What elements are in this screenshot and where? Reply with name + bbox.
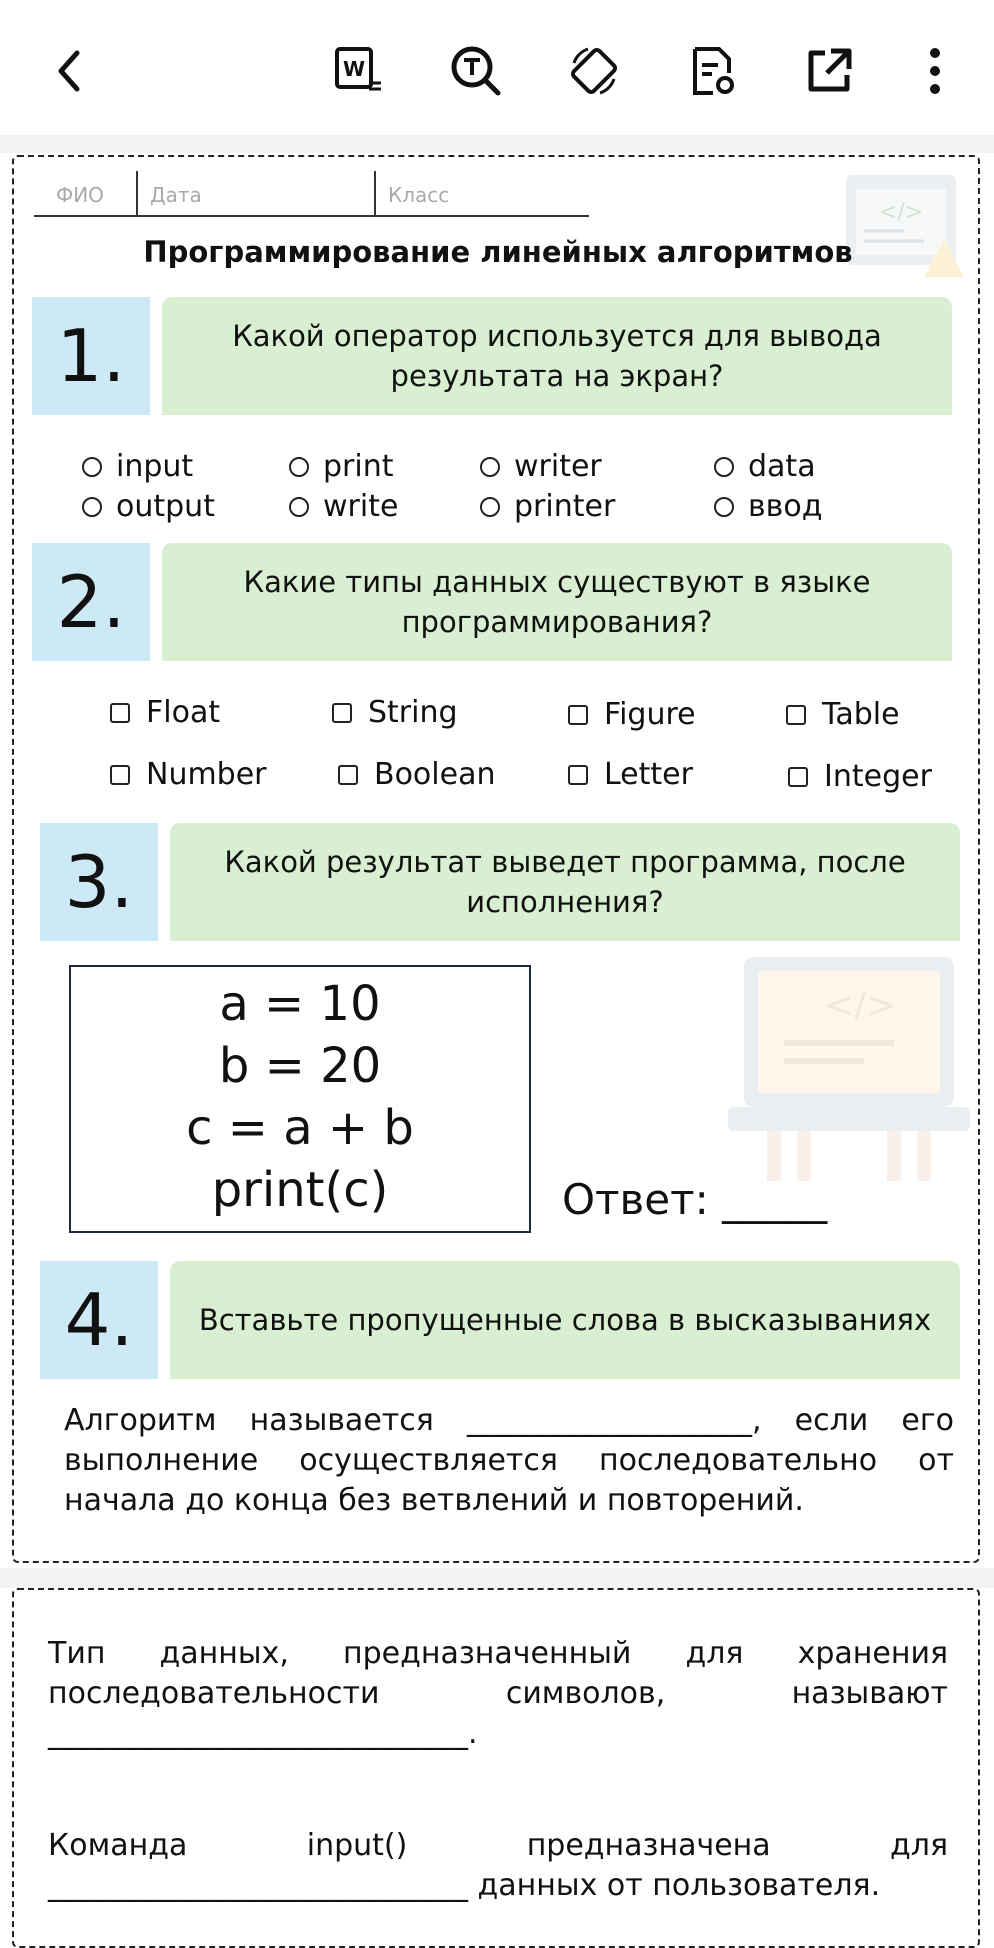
radio-icon (714, 457, 734, 477)
q2-option-boolean[interactable]: Boolean (338, 757, 495, 792)
checkbox-icon (332, 703, 352, 723)
question-3-text: Какой результат выведет программа, после исполнения? (170, 823, 960, 941)
student-info-header (34, 171, 589, 217)
question-1-number: 1. (32, 297, 150, 415)
rotate-icon[interactable] (563, 40, 625, 102)
q1-option-vvod[interactable]: ввод (714, 489, 822, 524)
code-line: print(c) (211, 1162, 389, 1218)
share-external-icon[interactable] (798, 40, 860, 102)
fill-in-sentence[interactable]: Команда input() предназначена для ____________________________ данных от пользователя. (48, 1828, 948, 1903)
radio-icon (714, 497, 734, 517)
date-label: Дата (150, 183, 202, 207)
checkbox-icon (788, 767, 808, 787)
viewer-toolbar (0, 0, 994, 135)
text-search-icon[interactable] (445, 40, 507, 102)
question-4-number: 4. (40, 1261, 158, 1379)
fio-label: ФИО (56, 183, 104, 207)
q2-option-float[interactable]: Float (110, 695, 220, 730)
toolbar-divider (0, 135, 994, 153)
checkbox-icon (568, 705, 588, 725)
q2-option-letter[interactable]: Letter (568, 757, 693, 792)
q2-option-string[interactable]: String (332, 695, 458, 730)
question-2-number: 2. (32, 543, 150, 661)
answer-field[interactable]: Ответ: _____ (562, 1175, 828, 1224)
checkbox-icon (110, 765, 130, 785)
page-gap (0, 1568, 994, 1588)
q1-option-writer[interactable]: writer (480, 449, 602, 484)
class-label: Класс (388, 183, 450, 207)
q1-option-input[interactable]: input (82, 449, 193, 484)
radio-icon (289, 457, 309, 477)
fill-in-sentence[interactable]: Тип данных, предназначенный для хранения последовательности символов, называют ____________________________. (48, 1636, 948, 1751)
radio-icon (82, 457, 102, 477)
q1-option-print[interactable]: print (289, 449, 394, 484)
q1-option-output[interactable]: output (82, 489, 215, 524)
worksheet-title: Программирование линейных алгоритмов (143, 235, 853, 269)
document-settings-icon[interactable] (682, 40, 744, 102)
checkbox-icon (338, 765, 358, 785)
word-convert-icon[interactable] (328, 40, 390, 102)
radio-icon (480, 457, 500, 477)
radio-icon (82, 497, 102, 517)
q2-option-table[interactable]: Table (786, 697, 900, 732)
q2-option-number[interactable]: Number (110, 757, 267, 792)
more-vert-icon[interactable] (904, 40, 966, 102)
code-line: b = 20 (218, 1038, 382, 1094)
question-1-text: Какой оператор используется для вывода результата на экран? (162, 297, 952, 415)
question-3-number: 3. (40, 823, 158, 941)
question-4-text: Вставьте пропущенные слова в высказываниях (170, 1261, 960, 1379)
checkbox-icon (110, 703, 130, 723)
code-window-icon (834, 169, 974, 293)
radio-icon (289, 497, 309, 517)
back-arrow-icon[interactable] (40, 40, 102, 102)
checkbox-icon (568, 765, 588, 785)
worksheet-page-2 (12, 1588, 980, 1948)
q1-option-printer[interactable]: printer (480, 489, 615, 524)
question-2-text: Какие типы данных существуют в языке программирования? (162, 543, 952, 661)
radio-icon (480, 497, 500, 517)
code-line: c = a + b (186, 1100, 414, 1156)
q1-option-data[interactable]: data (714, 449, 816, 484)
q2-option-figure[interactable]: Figure (568, 697, 696, 732)
q1-option-write[interactable]: write (289, 489, 398, 524)
fill-in-sentence[interactable]: Алгоритм называется ___________________, если его выполнение осуществляется последовательно от начала до конца без ветвлений и повторений. (64, 1403, 954, 1518)
svg-text:</>: </> (878, 200, 924, 225)
worksheet-page-1 (12, 155, 980, 1563)
code-line: a = 10 (219, 976, 381, 1032)
q2-option-integer[interactable]: Integer (788, 759, 932, 794)
laptop-coding-icon (724, 947, 974, 1201)
code-snippet (69, 965, 531, 1233)
svg-text:</>: </> (824, 985, 897, 1026)
checkbox-icon (786, 705, 806, 725)
svg-text:W: W (342, 57, 366, 81)
